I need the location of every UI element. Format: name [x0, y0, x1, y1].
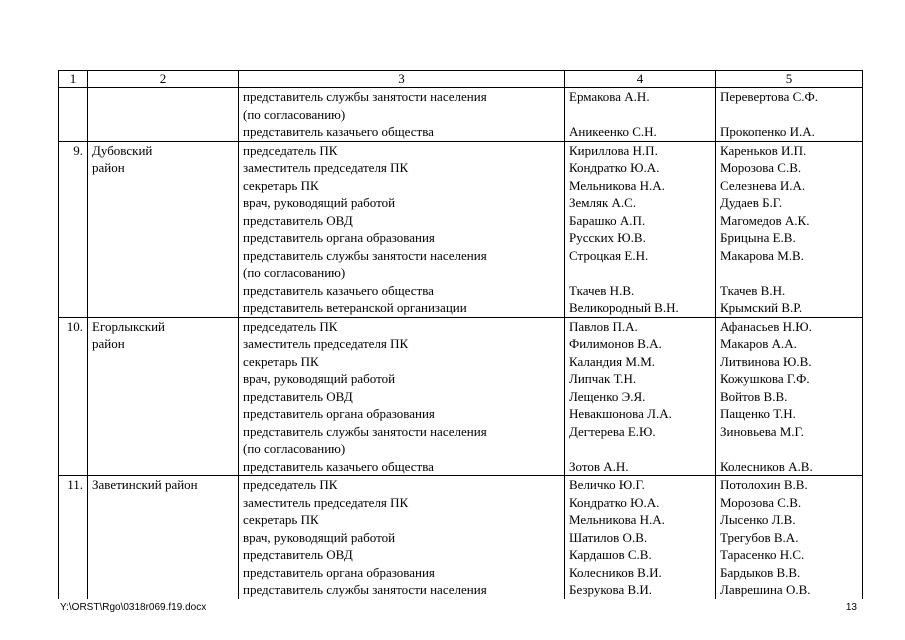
- role-cell: [239, 88, 565, 142]
- table-row: [59, 141, 863, 317]
- deputy-cell: [716, 141, 863, 317]
- member-name-line: Кардашов С.В.: [569, 547, 652, 562]
- member-name-line: Земляк А.С.: [569, 195, 637, 210]
- table-row: [59, 88, 863, 142]
- member-name-line: [569, 106, 715, 124]
- role-line: председатель ПК: [243, 318, 338, 334]
- deputy-name-line: Зиновьева М.Г.: [720, 423, 804, 439]
- member-name-line: Зотов А.Н.: [569, 458, 629, 474]
- deputy-name-line: Афанасьев Н.Ю.: [720, 318, 812, 334]
- member-name-line: Русских Ю.В.: [569, 230, 646, 245]
- role-line: (по согласованию): [243, 265, 346, 280]
- district-name-line: район: [92, 160, 125, 175]
- row-number: 9.: [73, 142, 83, 158]
- header-row: [59, 71, 863, 88]
- role-line: представитель органа образования: [243, 564, 435, 580]
- table-row: [59, 317, 863, 476]
- deputy-cell: [716, 476, 863, 599]
- role-line: врач, руководящий работой: [243, 371, 396, 386]
- member-name-line: Кондратко Ю.А.: [569, 160, 660, 175]
- member-name-line: Лещенко Э.Я.: [569, 388, 646, 404]
- row-number: 10.: [66, 318, 83, 334]
- member-name-line: Ткачев Н.В.: [569, 282, 635, 298]
- header-col-1: 1: [59, 71, 88, 88]
- role-line: представитель службы занятости населения: [243, 89, 487, 104]
- role-line: председатель ПК: [243, 142, 338, 158]
- role-line: заместитель председателя ПК: [243, 494, 409, 510]
- member-name-line: Ермакова А.Н.: [569, 89, 650, 104]
- header-col-5: 5: [716, 71, 863, 88]
- district-name-line: Дубовский: [92, 142, 153, 158]
- role-line: секретарь ПК: [243, 353, 319, 369]
- district-cell: [88, 317, 239, 476]
- deputy-name-line: Ткачев В.Н.: [720, 282, 786, 298]
- role-cell: [239, 476, 565, 599]
- deputy-name-line: Лысенко Л.В.: [720, 512, 796, 527]
- table-row: [59, 476, 863, 599]
- member-cell: [565, 141, 716, 317]
- deputy-name-line: Тарасенко Н.С.: [720, 547, 805, 562]
- commission-table: [58, 70, 863, 599]
- deputy-name-line: Войтов В.В.: [720, 388, 788, 404]
- page-number: 13: [845, 602, 857, 613]
- member-name-line: Величко Ю.Г.: [569, 477, 645, 492]
- role-line: (по согласованию): [243, 441, 346, 456]
- deputy-name-line: Бардыков В.В.: [720, 564, 801, 580]
- deputy-name-line: Лаврешина О.В.: [720, 582, 811, 597]
- role-cell: [239, 141, 565, 317]
- member-name-line: Липчак Т.Н.: [569, 371, 637, 386]
- district-name-line: Егорлыкский: [92, 318, 165, 334]
- deputy-name-line: Морозова С.В.: [720, 160, 802, 175]
- header-col-3: 3: [239, 71, 565, 88]
- deputy-name-line: Трегубов В.А.: [720, 529, 799, 545]
- member-name-line: Безрукова В.И.: [569, 582, 653, 597]
- deputy-cell: [716, 317, 863, 476]
- member-name-line: [569, 264, 715, 282]
- deputy-name-line: [720, 440, 862, 458]
- role-line: секретарь ПК: [243, 177, 319, 193]
- role-line: представитель казачьего общества: [243, 458, 434, 474]
- member-name-line: Колесников В.И.: [569, 564, 662, 580]
- member-name-line: Великородный В.Н.: [569, 300, 679, 315]
- role-line: заместитель председателя ПК: [243, 160, 409, 175]
- member-name-line: Кондратко Ю.А.: [569, 494, 660, 510]
- deputy-name-line: Перевертова С.Ф.: [720, 89, 819, 104]
- deputy-name-line: Макарова М.В.: [720, 247, 804, 263]
- member-name-line: Шатилов О.В.: [569, 529, 648, 545]
- member-cell: [565, 476, 716, 599]
- table-body: [59, 88, 863, 599]
- member-name-line: [569, 440, 715, 458]
- deputy-name-line: Селезнева И.А.: [720, 177, 806, 193]
- role-line: представитель ОВД: [243, 212, 353, 228]
- member-name-line: Павлов П.А.: [569, 318, 638, 334]
- row-number: 11.: [67, 477, 83, 492]
- role-line: секретарь ПК: [243, 512, 319, 527]
- deputy-cell: [716, 88, 863, 142]
- deputy-name-line: Магомедов А.К.: [720, 212, 810, 228]
- deputy-name-line: Литвинова Ю.В.: [720, 353, 812, 369]
- role-line: (по согласованию): [243, 106, 346, 122]
- member-name-line: Барашко А.П.: [569, 212, 646, 228]
- member-name-line: Дегтерева Е.Ю.: [569, 423, 656, 439]
- header-col-4: 4: [565, 71, 716, 88]
- role-line: представитель службы занятости населения: [243, 247, 487, 263]
- role-line: представитель службы занятости населения: [243, 423, 487, 439]
- deputy-name-line: Дудаев Б.Г.: [720, 195, 783, 210]
- deputy-name-line: [720, 264, 862, 282]
- row-number-cell: [59, 88, 88, 142]
- member-name-line: Мельникова Н.А.: [569, 177, 665, 193]
- member-name-line: Невакшонова Л.А.: [569, 406, 672, 421]
- district-cell: [88, 88, 239, 142]
- deputy-name-line: Колесников А.В.: [720, 458, 813, 474]
- role-line: представитель службы занятости населения: [243, 582, 487, 597]
- member-cell: [565, 317, 716, 476]
- deputy-name-line: Потолохин В.В.: [720, 477, 808, 492]
- member-name-line: Филимонов В.А.: [569, 336, 662, 351]
- row-number-cell: [59, 476, 88, 599]
- role-line: представитель ОВД: [243, 547, 353, 562]
- district-name-line: Заветинский район: [92, 477, 198, 492]
- deputy-name-line: Кареньков И.П.: [720, 142, 807, 158]
- role-line: председатель ПК: [243, 477, 338, 492]
- district-cell: [88, 141, 239, 317]
- deputy-name-line: Морозова С.В.: [720, 494, 802, 510]
- role-line: заместитель председателя ПК: [243, 336, 409, 351]
- role-line: врач, руководящий работой: [243, 195, 396, 210]
- member-name-line: Мельникова Н.А.: [569, 512, 665, 527]
- member-name-line: Кириллова Н.П.: [569, 142, 658, 158]
- role-line: представитель органа образования: [243, 406, 435, 421]
- role-line: представитель казачьего общества: [243, 282, 434, 298]
- district-cell: [88, 476, 239, 599]
- row-number-cell: [59, 141, 88, 317]
- deputy-name-line: Брицына Е.В.: [720, 230, 796, 245]
- deputy-name-line: Прокопенко И.А.: [720, 124, 815, 139]
- row-number-cell: [59, 317, 88, 476]
- footer-file-path: Y:\ORST\Rgo\0318r069.f19.docx: [60, 602, 207, 613]
- role-line: представитель ветеранской организации: [243, 300, 467, 315]
- role-line: врач, руководящий работой: [243, 529, 396, 545]
- member-name-line: Аникеенко С.Н.: [569, 124, 657, 139]
- deputy-name-line: [720, 106, 862, 124]
- deputy-name-line: Макаров А.А.: [720, 336, 797, 351]
- table-header: [59, 71, 863, 88]
- header-col-2: 2: [88, 71, 239, 88]
- role-line: представитель казачьего общества: [243, 124, 434, 139]
- district-name-line: район: [92, 336, 125, 351]
- role-line: представитель ОВД: [243, 388, 353, 404]
- deputy-name-line: Кожушкова Г.Ф.: [720, 371, 810, 386]
- member-cell: [565, 88, 716, 142]
- role-line: представитель органа образования: [243, 230, 435, 245]
- deputy-name-line: Пащенко Т.Н.: [720, 406, 796, 421]
- role-cell: [239, 317, 565, 476]
- deputy-name-line: Крымский В.Р.: [720, 300, 803, 315]
- row-number: [59, 88, 83, 106]
- member-name-line: Каландия М.М.: [569, 353, 656, 369]
- member-name-line: Строцкая Е.Н.: [569, 247, 649, 263]
